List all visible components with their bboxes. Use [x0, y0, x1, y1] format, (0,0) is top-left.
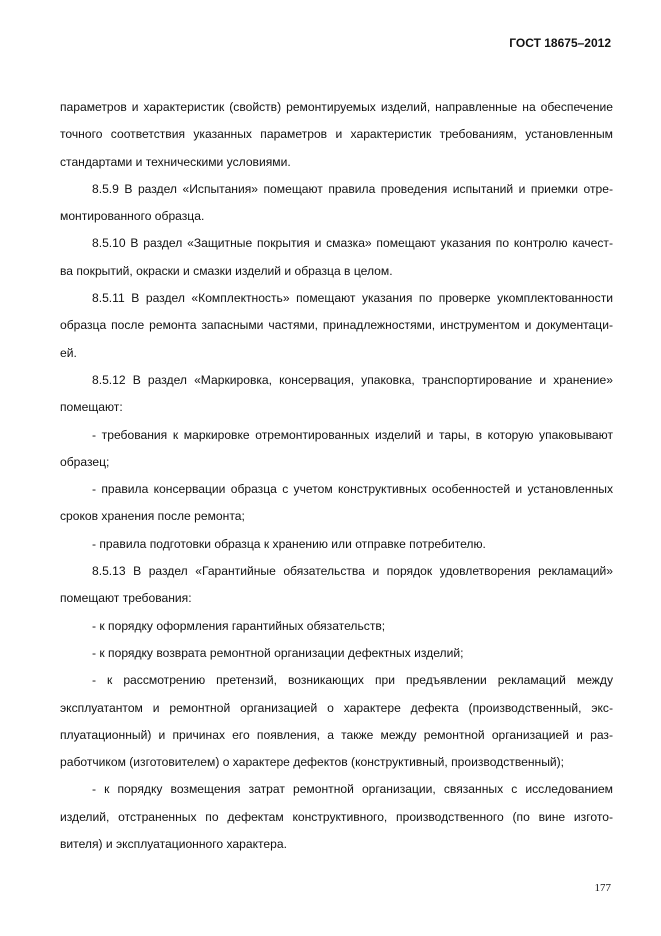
text-line: параметров и характеристик (свойств) ремонтируемых изделий, направленные на обеспечение [60, 100, 613, 114]
text-line: 8.5.10 В раздел «Защитные покрытия и смазка» помещают указания по контролю качест- [92, 236, 613, 251]
text-line: изделий, отстраненных по дефектам конструктивного, производственного (по вине изгото- [60, 809, 613, 824]
text-line: работчиком (изготовителем) о характере дефектов (конструктивный, производственный); [60, 755, 565, 770]
text-line: - требования к маркировке отремонтированных изделий и тары, в которую упаковывают [92, 427, 613, 442]
text-line: - к порядку возврата ремонтной организации дефектных изделий; [92, 645, 464, 660]
text-line: - правила подготовки образца к хранению или отправке потребителю. [92, 536, 486, 551]
text-line: - правила консервации образца с учетом конструктивных особенностей и установленных [92, 482, 613, 497]
text-line: 8.5.11 В раздел «Комплектность» помещают указания по проверке укомплектованности [92, 291, 613, 306]
text-line: - к порядку оформления гарантийных обязательств; [92, 618, 386, 633]
text-line: 8.5.9 В раздел «Испытания» помещают правила проведения испытаний и приемки отре- [92, 181, 613, 196]
text-line: 8.5.13 В раздел «Гарантийные обязательства и порядок удовлетворения рекламаций» [92, 564, 613, 579]
text-line: образец; [60, 454, 110, 469]
text-line: ва покрытий, окраски и смазки изделий и образца в целом. [60, 263, 393, 278]
document-body [60, 94, 613, 858]
text-line: образца после ремонта запасными частями, принадлежностями, инструментом и документаци- [60, 318, 613, 333]
document-header: ГОСТ 18675–2012 [509, 36, 611, 50]
text-line: помещают требования: [60, 591, 192, 606]
text-line: - к порядку возмещения затрат ремонтной организации, связанных с исследованием [92, 782, 613, 797]
text-line: вителя) и эксплуатационного характера. [60, 837, 287, 852]
text-line: плуатационный) и причинах его появления, а также между ремонтной организацией и раз- [60, 727, 613, 742]
text-line: помещают: [60, 400, 123, 415]
text-line: эксплуатантом и ремонтной организацией о характере дефекта (производственный, экс- [60, 700, 613, 715]
text-line: точного соответствия указанных параметров и характеристик требованиям, установленным [60, 127, 613, 142]
text-line: ей. [60, 345, 77, 360]
text-line: сроков хранения после ремонта; [60, 509, 245, 524]
page-number: 177 [594, 882, 611, 894]
text-line: - к рассмотрению претензий, возникающих при предъявлении рекламаций между [92, 673, 613, 688]
text-line: стандартами и техническими условиями. [60, 154, 291, 169]
text-line: монтированного образца. [60, 209, 205, 224]
text-line: 8.5.12 В раздел «Маркировка, консервация, упаковка, транспортирование и хранение» [92, 372, 613, 387]
